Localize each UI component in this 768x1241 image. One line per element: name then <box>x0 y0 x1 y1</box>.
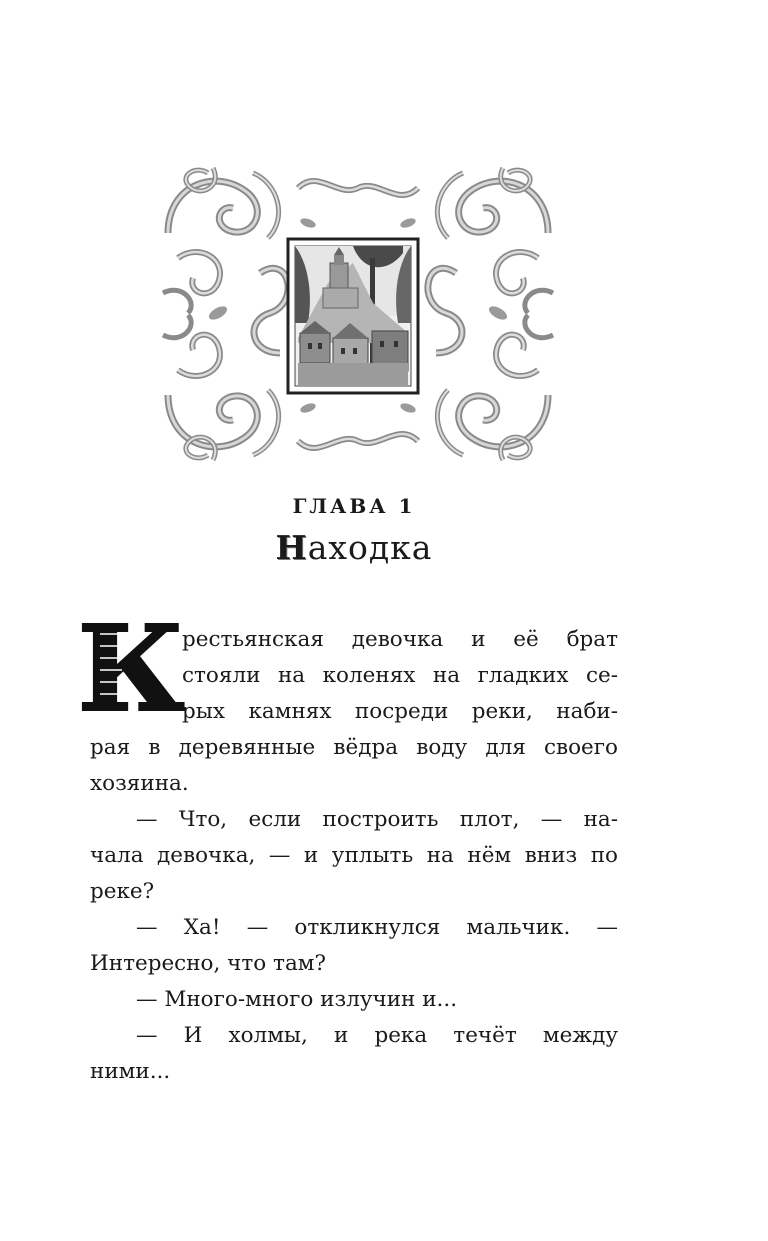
chapter-title-rest: аходка <box>307 528 433 567</box>
paragraph-line-1: рестьянская девочка и её брат <box>182 627 618 652</box>
paragraph-line-3: рых камнях посреди реки, наби- <box>182 699 618 724</box>
paragraph-line-2: стояли на коленях на гладких се- <box>182 663 618 688</box>
chapter-title <box>0 528 708 567</box>
paragraph-line-9: — Ха! — откликнулся мальчик. — <box>136 915 618 940</box>
paragraph-line-7: чала девочка, — и уплыть на нём вниз по <box>90 843 618 868</box>
paragraph-line-11: — Много-много излучин и... <box>136 987 458 1012</box>
paragraph-line-6: — Что, если построить плот, — на- <box>136 807 618 832</box>
paragraph-line-4: рая в деревянные вёдра воду для своего <box>90 735 618 760</box>
paragraph-line-12: — И холмы, и река течёт между <box>136 1023 618 1048</box>
paragraph-line-10: Интересно, что там? <box>90 951 327 976</box>
paragraph-line-5: хозяина. <box>90 771 189 796</box>
paragraph-line-8: реке? <box>90 879 155 904</box>
chapter-number: ГЛАВА 1 <box>292 494 416 518</box>
drop-cap-letter <box>77 599 185 738</box>
chapter-title-initial: Н <box>275 528 308 567</box>
chapter-ornament-illustration <box>158 163 558 465</box>
paragraph-line-13: ними... <box>90 1059 171 1084</box>
drop-cap-text: К <box>77 599 185 738</box>
